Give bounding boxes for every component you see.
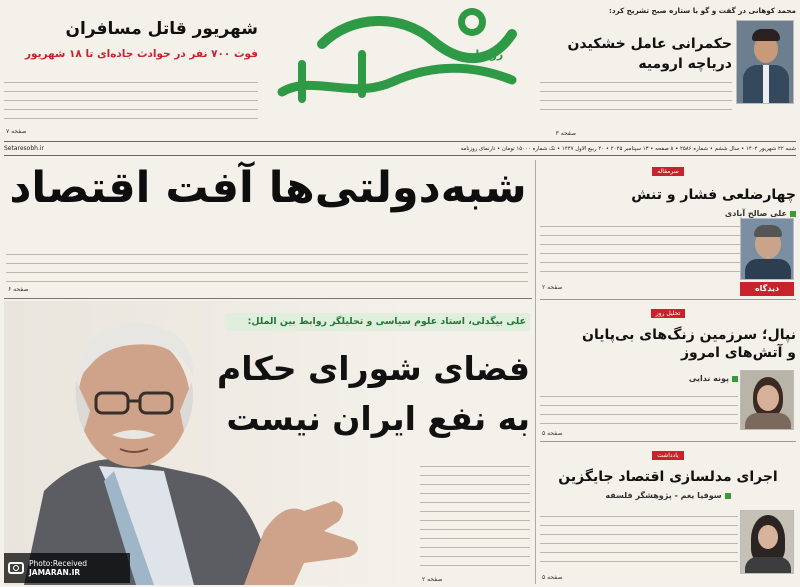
column-analysis	[540, 300, 796, 440]
saleh-abadi-photo	[740, 218, 794, 280]
top-right-page-ref: صفحه ۳	[555, 130, 576, 137]
interview-body	[420, 462, 530, 574]
editorial-body	[540, 222, 740, 280]
date-issue-line: شنبه ۲۲ شهریور ۱۴۰۴ • سال ششم • شماره ۲۵۸۶ • ۸ صفحه • ۱۳ سپتامبر ۲۰۲۵ • ۲۰ ربیع الاول ۱۴۴۷ • تک شماره ۱۵۰۰۰ تومان • تارنمای روزنامه	[460, 145, 796, 152]
editorial-tag: سرمقاله	[652, 167, 683, 176]
info-bar-top-rule	[4, 141, 796, 142]
column-editorial	[540, 158, 796, 300]
column-note	[540, 442, 796, 585]
interview-photo	[4, 301, 414, 585]
note-page-ref: صفحه ۵	[542, 574, 563, 581]
photo-watermark	[4, 553, 130, 583]
interview-headline-1: فضای شورای حکام	[217, 349, 530, 388]
yaghm-photo	[740, 510, 794, 574]
analysis-headline-2: و آتش‌های امروز	[680, 345, 796, 362]
camera-icon	[8, 562, 24, 574]
kouhani-photo	[736, 20, 794, 104]
top-left-headline: شهریور قاتل مسافران	[65, 19, 258, 39]
analysis-page-ref: صفحه ۵	[542, 430, 563, 437]
editorial-headline: چهارضلعی فشار و تنش	[631, 187, 796, 203]
main-divider	[4, 298, 532, 299]
top-right-headline-1: حکمرانی عامل خشکیدن	[567, 36, 732, 52]
info-bar-bottom-rule	[4, 155, 796, 156]
top-left-story	[4, 20, 258, 138]
masthead-small-label: روزنامه	[462, 48, 504, 61]
main-headline: شبه‌دولتی‌ها آفت اقتصاد	[9, 163, 527, 213]
top-left-page-ref: صفحه ۷	[6, 128, 27, 135]
top-right-kicker: محمد کوهانی در گفت و گو با ستاره صبح تشریح کرد:	[608, 6, 796, 15]
masthead	[262, 4, 534, 136]
top-right-story	[540, 6, 796, 138]
analysis-author: پونه ندایی	[689, 374, 738, 383]
top-right-headline-2: دریاچه ارومیه	[638, 56, 732, 72]
interview-kicker: علی بیگدلی، استاد علوم سیاسی و تحلیلگر روابط بین الملل:	[247, 316, 526, 327]
interview-page-ref: صفحه ۲	[422, 576, 443, 583]
analysis-body	[540, 392, 738, 428]
main-story-body	[6, 250, 528, 284]
analysis-headline-1: نپال؛ سرزمین زنگ‌های بی‌پایان	[582, 327, 796, 343]
perspective-logo: دیدگاه	[740, 282, 794, 296]
right-column-rule	[535, 160, 536, 584]
bigdeli-portrait	[4, 301, 414, 585]
interview-headline-2: به نفع ایران نیست	[226, 399, 530, 438]
note-body	[540, 512, 738, 570]
watermark-line-1: Photo:Received	[29, 559, 88, 568]
note-headline: اجرای مدلسازی اقتصاد جایگزین	[558, 469, 778, 485]
analysis-tag: تحلیل روز	[651, 309, 685, 318]
top-left-body	[4, 78, 258, 124]
editorial-author: علی صالح آبادی	[540, 209, 796, 218]
top-right-body	[540, 78, 732, 114]
top-left-subhead: فوت ۷۰۰ نفر در حوادث جاده‌ای تا ۱۸ شهریور	[24, 47, 258, 60]
note-author: سوفیا یغم - پژوهشگر فلسفه	[540, 491, 796, 500]
note-tag: یادداشت	[652, 451, 683, 460]
info-bar	[4, 143, 796, 154]
nedayi-photo	[740, 370, 794, 430]
editorial-page-ref: صفحه ۲	[542, 284, 563, 291]
website-link[interactable]: Setaresobh.ir	[4, 145, 45, 152]
interview-kicker-bar	[226, 313, 530, 331]
watermark-line-2: JAMARAN.IR	[29, 568, 81, 577]
main-story-page-ref: صفحه ۶	[8, 286, 29, 293]
